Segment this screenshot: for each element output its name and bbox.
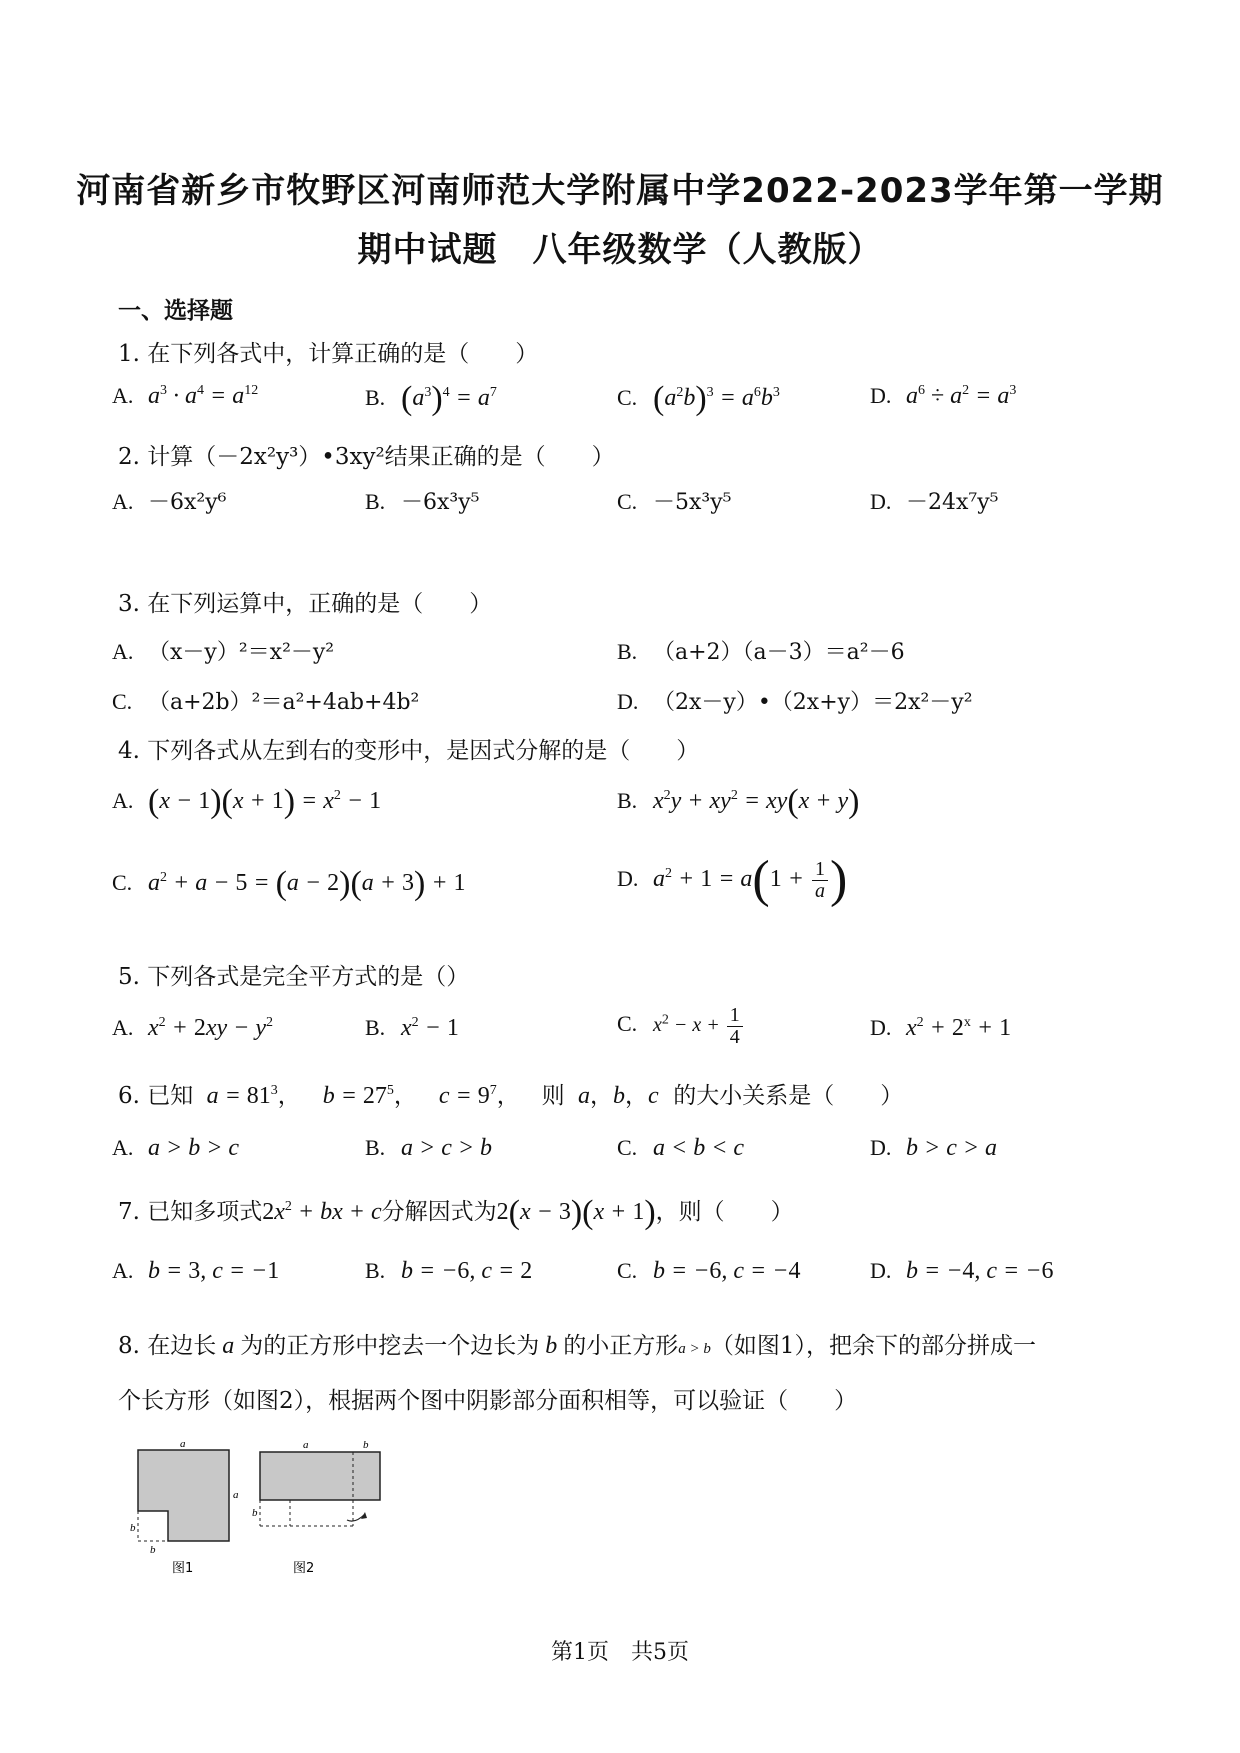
option-label: D. — [870, 383, 892, 408]
question-4-option-c[interactable]: C. $a^2 + a - 5 = (a - 2)(a + 3) + 1$ — [112, 865, 466, 902]
option-label: C. — [112, 870, 133, 895]
option-label: A. — [112, 639, 134, 664]
option-label: B. — [617, 639, 638, 664]
question-7-option-c[interactable]: C. b = −6, c = −4 — [617, 1258, 801, 1284]
option-label: D. — [870, 1135, 892, 1160]
q6-prefix: 6. 已知 — [118, 1083, 194, 1109]
q7-mid: 分解因式为 — [381, 1199, 497, 1225]
question-3-option-b[interactable] — [617, 635, 905, 666]
option-label: A. — [112, 1135, 134, 1160]
question-1-stem: 1. 在下列各式中，计算正确的是（ ） — [118, 341, 539, 367]
q8-text-4: （如图1），把余下的部分拼成一 — [710, 1333, 1037, 1359]
question-4-option-d[interactable]: D. $a^2 + 1 = a(1$ + $\frac{1}{a}$ ) — [617, 851, 848, 908]
option-label: C. — [112, 689, 133, 714]
option-label: C. — [617, 1135, 638, 1160]
option-text: －6x²y⁶ — [148, 490, 227, 515]
question-5-option-d[interactable]: D. $x^2 + 2^x + 1$ — [870, 1015, 1012, 1041]
fig1-label-b-left: b — [130, 1522, 136, 1534]
option-label: A. — [112, 489, 134, 514]
fig2-label-a: a — [303, 1440, 309, 1451]
q7-prefix: 7. 已知多项式 — [118, 1199, 263, 1225]
option-label: A. — [112, 1258, 134, 1283]
question-4-option-b[interactable]: B. $x^2y + xy^2 = xy(x + y)$ — [617, 783, 860, 820]
question-7-option-a[interactable]: A. b = 3, c = −1 — [112, 1258, 280, 1284]
option-label: C. — [617, 1011, 638, 1037]
question-7-option-b[interactable]: B. b = −6, c = 2 — [365, 1258, 533, 1284]
figure-1-caption: 图1 — [172, 1561, 194, 1576]
q7-suffix: ，则（ ） — [655, 1199, 794, 1225]
option-label: B. — [365, 489, 386, 514]
figure-2 — [252, 1440, 380, 1576]
question-1-option-d[interactable]: D. $a^6 \div a^2 = a^3$ — [870, 383, 1017, 409]
question-8-stem-line1: 8. 在边长 a 为的正方形中挖去一个边长为 b 的小正方形a > b（如图1），把余下的部分拼成一 — [118, 1333, 1037, 1359]
option-text: －6x³y⁵ — [401, 490, 480, 515]
option-label: B. — [617, 788, 638, 813]
question-7-option-d[interactable]: D. b = −4, c = −6 — [870, 1258, 1054, 1284]
page-footer: 第1页 共5页 — [551, 1640, 689, 1665]
question-4-stem: 4. 下列各式从左到右的变形中，是因式分解的是（ ） — [118, 738, 700, 764]
question-6-option-b[interactable]: B. a > c > b — [365, 1135, 493, 1161]
question-4-option-a[interactable]: A. $(x - 1)(x + 1) = x^2 - 1$ — [112, 783, 382, 820]
question-2-option-a[interactable] — [112, 485, 226, 516]
option-label: A. — [112, 383, 134, 408]
option-text: －5x³y⁵ — [653, 490, 732, 515]
question-6-option-d[interactable]: D. b > c > a — [870, 1135, 998, 1161]
option-label: A. — [112, 1015, 134, 1040]
question-1-option-b[interactable]: B. $(a^3)^4 = a^7$ — [365, 380, 497, 417]
question-1-option-c[interactable]: C. $(a^2b)^3 = a^6b^3$ — [617, 380, 780, 417]
section-heading-choice: 一、选择题 — [118, 298, 233, 324]
exam-title-line2: 期中试题 八年级数学（人教版） — [357, 230, 883, 270]
q8-text-2: 为的正方形中挖去一个边长为 — [240, 1333, 540, 1359]
question-6-option-c[interactable]: C. a < b < c — [617, 1135, 745, 1161]
question-6-option-a[interactable]: A. a > b > c — [112, 1135, 240, 1161]
question-7-stem: 7. 已知多项式$2x^2$ + bx + c分解因式为2(x − 3)(x + 1)，则（ ） — [118, 1194, 794, 1231]
option-label: B. — [365, 1258, 386, 1283]
option-text: （2x－y）•（2x+y）＝2x²－y² — [653, 690, 973, 715]
option-label: D. — [617, 866, 639, 891]
question-1-option-a[interactable]: A. $a^3 \cdot a^4 = a^{12}$ — [112, 383, 259, 409]
fig1-label-b-bottom: b — [150, 1544, 156, 1556]
question-5-stem: 5. 下列各式是完全平方式的是（） — [118, 964, 470, 990]
figure-1 — [130, 1440, 239, 1576]
exam-title-line1: 河南省新乡市牧野区河南师范大学附属中学2022-2023学年第一学期 — [76, 171, 1164, 211]
fig1-label-a-right: a — [233, 1489, 239, 1501]
option-text: （x－y）²＝x²－y² — [148, 640, 335, 665]
fig1-label-a-top: a — [180, 1440, 186, 1450]
question-2-option-d[interactable] — [870, 485, 998, 516]
fig2-label-b-top: b — [363, 1440, 369, 1451]
question-2-option-c[interactable] — [617, 485, 731, 516]
q8-text-1: 8. 在边长 — [118, 1333, 217, 1359]
question-3-option-d[interactable] — [617, 685, 973, 716]
figure-2-caption: 图2 — [293, 1561, 315, 1576]
option-text: －24x⁷y⁵ — [906, 490, 999, 515]
option-label: C. — [617, 385, 638, 410]
option-label: D. — [870, 1258, 892, 1283]
option-label: D. — [870, 1015, 892, 1040]
option-label: A. — [112, 788, 134, 813]
question-5-option-c[interactable]: C. $x^2 - x$ + $\frac{1}{4}$ — [617, 1005, 745, 1048]
option-label: B. — [365, 385, 386, 410]
option-label: D. — [617, 689, 639, 714]
question-3-stem: 3. 在下列运算中，正确的是（ ） — [118, 591, 493, 617]
question-3-option-a[interactable] — [112, 635, 334, 666]
question-3-option-c[interactable] — [112, 685, 419, 716]
option-label: C. — [617, 1258, 638, 1283]
question-5-option-a[interactable]: A. $x^2 + 2xy - y^2$ — [112, 1015, 274, 1041]
question-6-stem: 6. 已知 $a = 81^3$， $b = 27^5$， $c = 9^7$， 则 a，b，c 的大小关系是（ ） — [118, 1083, 904, 1109]
q6-mid: 则 — [541, 1083, 565, 1109]
option-label: B. — [365, 1015, 386, 1040]
fig2-label-b-left: b — [252, 1507, 258, 1519]
question-8-stem-line2: 个长方形（如图2），根据两个图中阴影部分面积相等，可以验证（ ） — [118, 1388, 858, 1414]
option-label: D. — [870, 489, 892, 514]
option-text: （a+2b）²＝a²+4ab+4b² — [148, 690, 420, 715]
question-5-option-b[interactable]: B. $x^2 - 1$ — [365, 1015, 459, 1041]
option-label: C. — [617, 489, 638, 514]
option-label: B. — [365, 1135, 386, 1160]
option-text: （a+2）（a－3）＝a²－6 — [653, 640, 905, 665]
question-2-stem: 2. 计算（－2x²y³）•3xy²结果正确的是（ ） — [118, 444, 615, 470]
q6-suffix: 的大小关系是（ ） — [673, 1083, 904, 1109]
question-8-figures — [125, 1440, 415, 1590]
question-2-option-b[interactable] — [365, 485, 479, 516]
q8-text-3: 的小正方形 — [563, 1333, 679, 1359]
